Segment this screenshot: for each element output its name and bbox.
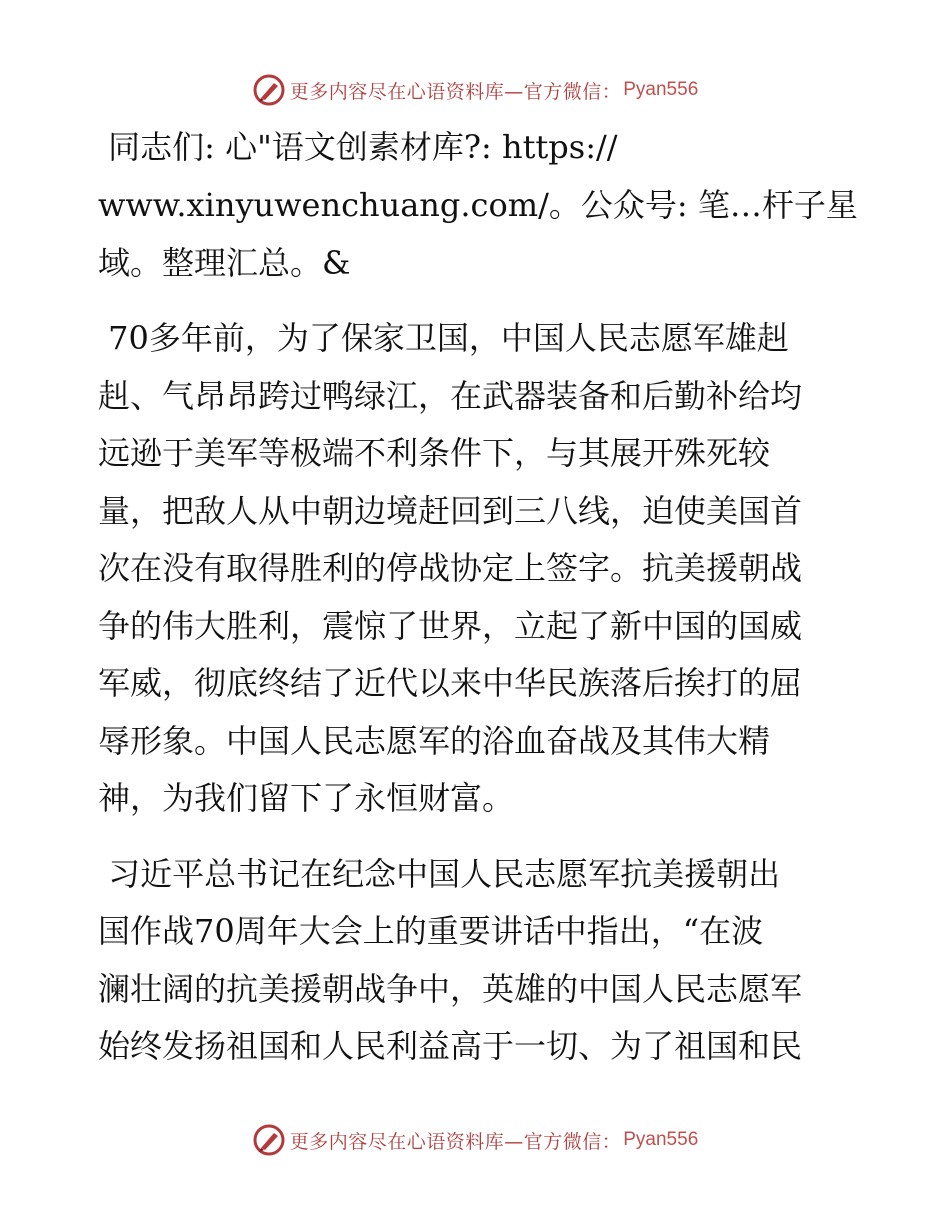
footer-watermark-banner [0, 1120, 950, 1160]
paragraph-history: 70多年前，为了保家卫国，中国人民志愿军雄赳 赳、气昂昂跨过鸭绿江，在武器装备和后勤补给均 远逊于美军等极端不利条件下，与其展开殊死较 量，把敌人从中朝边境赶回到三八线，迫使美国首 次在没有取得胜利的停战协定上签字。抗美援朝战 争的伟大胜利，震惊了世界，立起了新中国的国威 军威，彻底终结了近代以来中华民族落后挨打的屈 辱形象。中国人民志愿军的浴血奋战及其伟大精 神，为我们留下了永恒财富。 [98, 319, 803, 817]
banner-wechat-handle: Pyan556 [623, 79, 699, 100]
pen-logo-icon [252, 73, 286, 107]
header-watermark-banner [0, 70, 950, 110]
paragraph-speech: 习近平总书记在纪念中国人民志愿军抗美援朝出 国作战70周年大会上的重要讲话中指出，“在波 澜壮阔的抗美援朝战争中，英雄的中国人民志愿军 始终发扬祖国和人民利益高于一切、为了祖国和民 [98, 854, 803, 1065]
pen-logo-icon [252, 1123, 286, 1157]
banner-text: 更多内容尽在心语资料库—官方微信： [289, 80, 622, 103]
paragraph-intro: 同志们: 心"语文创素材库?: https:// www.xinyuwenchuang.com/。公众号: 笔…杆子星 域。整理汇总。& [98, 128, 858, 282]
document-body [98, 118, 858, 1094]
banner-text: 更多内容尽在心语资料库—官方微信： [289, 1130, 622, 1153]
banner-wechat-handle: Pyan556 [623, 1129, 699, 1150]
